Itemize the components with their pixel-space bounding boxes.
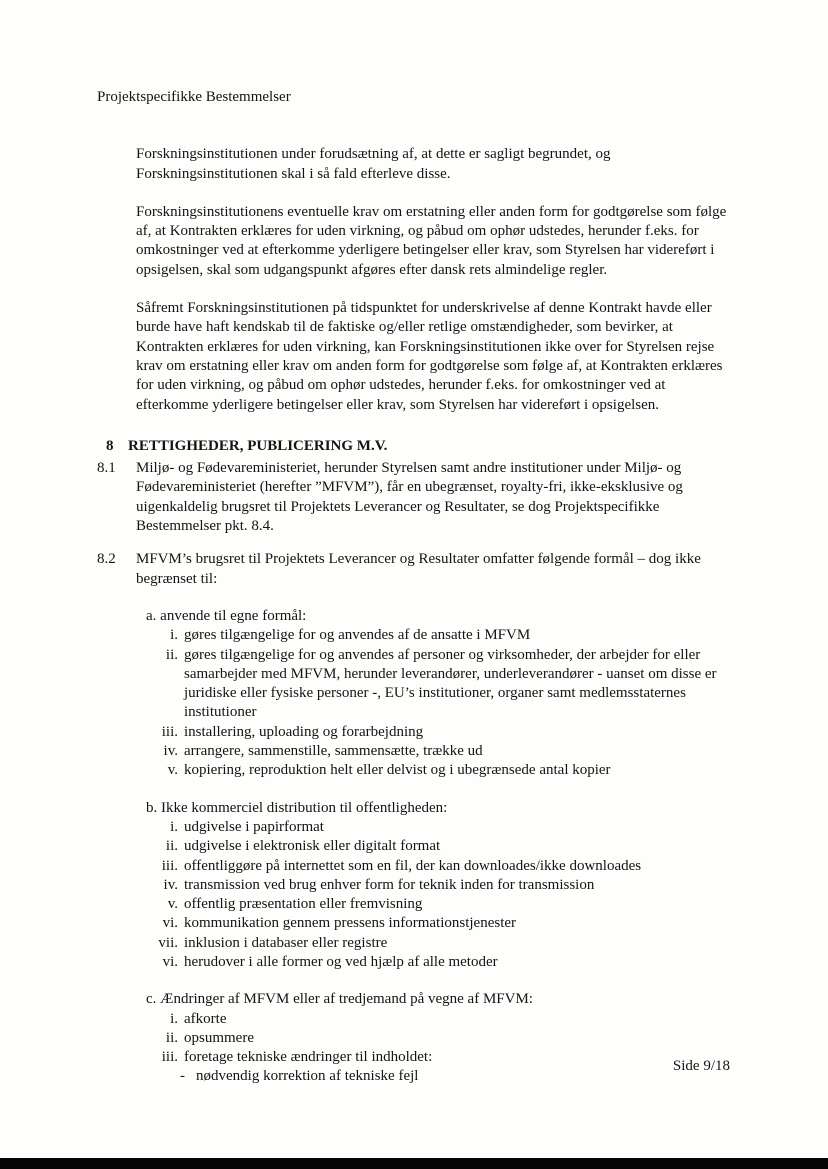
list-item: [146, 895, 730, 914]
list-a: [146, 607, 730, 781]
list-item-marker: ii.: [165, 1029, 178, 1046]
document-header: Projektspecifikke Bestemmelser: [97, 89, 291, 105]
page-number: Side 9/18: [672, 1058, 730, 1074]
list-item: [146, 626, 730, 645]
list-item-marker: iii.: [161, 723, 178, 740]
list-item-text: foretage tekniske ændringer til indholdet:: [184, 1049, 433, 1066]
list-item: [146, 818, 730, 837]
list-item-marker: ii.: [165, 646, 178, 663]
list-item: [146, 761, 730, 780]
clause-number: 8.2: [97, 551, 116, 568]
list-item-text: arrangere, sammenstille, sammensætte, trække ud: [184, 743, 483, 760]
list-item: [146, 1010, 730, 1029]
list-item: [146, 646, 730, 723]
list-c: [146, 990, 730, 1086]
list-item-text: kommunikation gennem pressens informationstjenester: [184, 915, 517, 932]
list-sub-item-text: nødvendig korrektion af tekniske fejl: [196, 1068, 419, 1085]
clause-8-2: [97, 550, 730, 589]
section-number: 8: [106, 437, 114, 454]
list-item-marker: v.: [167, 896, 178, 913]
clause-8-1: [97, 459, 730, 536]
list-heading: a. anvende til egne formål:: [146, 607, 307, 624]
clause-text: Miljø- og Fødevareministeriet, herunder Styrelsen samt andre institutioner under Miljø- og Fødevareministeriet (herefter ”MFVM”), får en ubegrænset, royalty-fri, ikke-eksklusive og uigenkaldelig brugsret til Projektets Leverancer og Resultater, se dog Projektspecifikke Bestemmelser pkt. 8.4.: [136, 460, 683, 535]
list-item-marker: vi.: [162, 953, 178, 970]
list-item-text: inklusion i databaser eller registre: [184, 934, 388, 951]
section-heading: [106, 437, 730, 456]
list-item-marker: v.: [167, 762, 178, 779]
list-item-text: installering, uploading og forarbejdning: [184, 723, 424, 740]
list-item: [146, 837, 730, 856]
list-sub-item-marker: -: [180, 1068, 185, 1085]
body-paragraph: Forskningsinstitutionens eventuelle krav om erstatning eller anden form for godtgørelse som følge af, at Kontrakten erklæres for uden virkning, og påbud om ophør udstedes, herunder f.eks. for omkostninger ved at efterkomme yderligere betingelser eller krav, som Styrelsen har videreført i opsigelsen, skal som udgangspunkt afgøres efter dansk rets almindelige regler.: [136, 203, 727, 278]
list-item: [146, 1048, 730, 1067]
list-item: [146, 857, 730, 876]
list-item: [146, 876, 730, 895]
list-item-marker: vi.: [162, 915, 178, 932]
body-paragraph: Såfremt Forskningsinstitutionen på tidspunktet for underskrivelse af denne Kontrakt havde eller burde have haft kendskab til de faktiske og/eller retlige omstændigheder, som bevirker, at Kontrakten erklæres for uden virkning, kan Forskningsinstitutionen ikke over for Styrelsen rejse krav om erstatning eller krav om anden form for godtgørelse som følge af, at Kontrakten erklæres for uden virkning, og påbud om ophør udstedes, herunder f.eks. for omkostninger ved at efterkomme yderligere betingelser eller krav, som Styrelsen har videreført i opsigelsen.: [136, 300, 723, 413]
list-item-text: gøres tilgængelige for og anvendes af de ansatte i MFVM: [184, 627, 531, 644]
list-item: [146, 934, 730, 953]
scan-artifact-bar: [0, 1158, 828, 1169]
list-item-text: opsummere: [184, 1029, 254, 1046]
section-title: RETTIGHEDER, PUBLICERING M.V.: [128, 437, 388, 454]
list-item-marker: iv.: [163, 743, 178, 760]
list-heading: c. Ændringer af MFVM eller af tredjemand på vegne af MFVM:: [146, 991, 533, 1008]
list-item-text: udgivelse i elektronisk eller digitalt format: [184, 838, 441, 855]
list-item-marker: iii.: [161, 1049, 178, 1066]
list-item-marker: ii.: [165, 838, 178, 855]
list-item-marker: i.: [170, 1010, 178, 1027]
list-item: [146, 723, 730, 742]
list-item: [146, 1029, 730, 1048]
list-item-text: kopiering, reproduktion helt eller delvist og i ubegrænsede antal kopier: [184, 762, 611, 779]
list-item: [146, 914, 730, 933]
list-item-text: offentlig præsentation eller fremvisning: [184, 896, 423, 913]
list-b: [146, 799, 730, 973]
clause-number: 8.1: [97, 460, 116, 477]
list-item: [146, 953, 730, 972]
list-item-text: herudover i alle former og ved hjælp af alle metoder: [184, 953, 498, 970]
list-item-marker: iv.: [163, 876, 178, 893]
list-item-marker: iii.: [161, 857, 178, 874]
list-item-text: gøres tilgængelige for og anvendes af personer og virksomheder, der arbejder for eller samarbejder med MFVM, herunder leverandører, underleverandører - uanset om disse er juridiske eller fysiske personer -, EU’s institutioner, organer samt medlemsstaternes institutioner: [184, 646, 717, 721]
list-item-text: udgivelse i papirformat: [184, 818, 324, 835]
list-item-text: offentliggøre på internettet som en fil, der kan downloades/ikke downloades: [184, 857, 642, 874]
list-sub-item: [180, 1067, 730, 1086]
body-paragraph: Forskningsinstitutionen under forudsætning af, at dette er sagligt begrundet, og Forskningsinstitutionen skal i så fald efterleve disse.: [136, 146, 611, 182]
list-item: [146, 742, 730, 761]
list-item-marker: i.: [170, 627, 178, 644]
list-heading: b. Ikke kommerciel distribution til offentligheden:: [146, 799, 448, 816]
list-item-text: transmission ved brug enhver form for teknik inden for transmission: [184, 876, 595, 893]
list-item-marker: vii.: [158, 934, 178, 951]
list-item-marker: i.: [170, 818, 178, 835]
clause-text: MFVM’s brugsret til Projektets Leverancer og Resultater omfatter følgende formål – dog ikke begrænset til:: [136, 551, 701, 587]
list-item-text: afkorte: [184, 1010, 227, 1027]
